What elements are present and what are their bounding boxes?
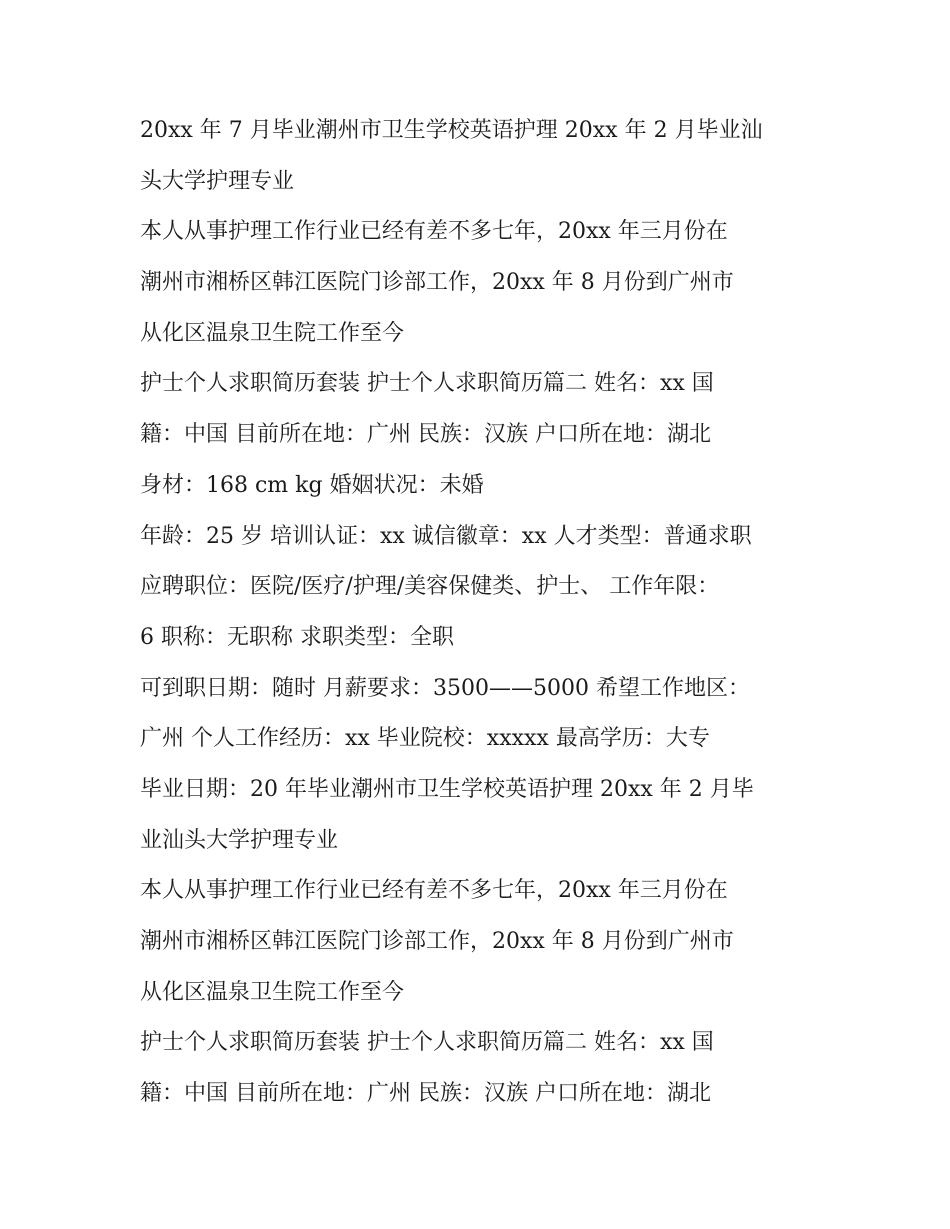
text-line: 潮州市湘桥区韩江医院门诊部工作，20xx 年 8 月份到广州市 bbox=[140, 270, 734, 296]
text-line: 身材：168 cm kg 婚姻状况：未婚 bbox=[140, 472, 484, 498]
text-line: 应聘职位：医院/医疗/护理/美容保健类、护士、 工作年限： bbox=[140, 574, 720, 600]
text-line: 年龄：25 岁 培训认证：xx 诚信徽章：xx 人才类型：普通求职 bbox=[140, 523, 752, 549]
text-line: 头大学护理专业 bbox=[140, 168, 295, 194]
text-line: 广州 个人工作经历：xx 毕业院校：xxxxx 最高学历：大专 bbox=[140, 726, 710, 752]
text-line: 本人从事护理工作行业已经有差不多七年，20xx 年三月份在 bbox=[140, 878, 728, 904]
text-line: 籍：中国 目前所在地：广州 民族：汉族 户口所在地：湖北 bbox=[140, 422, 711, 448]
text-line: 护士个人求职简历套装 护士个人求职简历篇二 姓名：xx 国 bbox=[140, 1030, 714, 1056]
text-line: 从化区温泉卫生院工作至今 bbox=[140, 979, 405, 1005]
text-line: 业汕头大学护理专业 bbox=[140, 827, 339, 853]
text-line: 20xx 年 7 月毕业潮州市卫生学校英语护理 20xx 年 2 月毕业汕 bbox=[140, 118, 763, 143]
text-line: 毕业日期：20 年毕业潮州市卫生学校英语护理 20xx 年 2 月毕 bbox=[140, 776, 754, 802]
text-line: 6 职称：无职称 求职类型：全职 bbox=[140, 624, 454, 650]
text-line: 本人从事护理工作行业已经有差不多七年，20xx 年三月份在 bbox=[140, 219, 728, 245]
text-line: 可到职日期：随时 月薪要求：3500——5000 希望工作地区： bbox=[140, 675, 750, 701]
document-body bbox=[140, 106, 820, 1120]
text-line: 潮州市湘桥区韩江医院门诊部工作，20xx 年 8 月份到广州市 bbox=[140, 929, 734, 954]
text-line: 从化区温泉卫生院工作至今 bbox=[140, 320, 405, 346]
text-line: 籍：中国 目前所在地：广州 民族：汉族 户口所在地：湖北 bbox=[140, 1081, 711, 1107]
text-line: 护士个人求职简历套装 护士个人求职简历篇二 姓名：xx 国 bbox=[140, 371, 714, 397]
